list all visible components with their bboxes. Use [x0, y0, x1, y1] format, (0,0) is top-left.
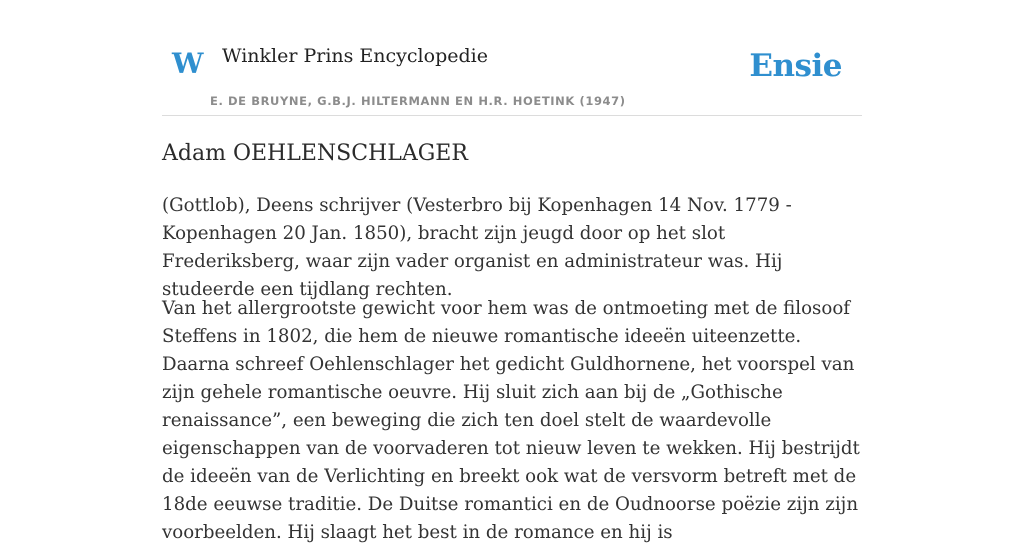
- article-paragraph-2: Van het allergrootste gewicht voor hem was de ontmoeting met de filosoof Steffens in 1802, die hem de nieuwe romantische ideeën uiteenzette. Daarna schreef Oehlenschlager het gedicht Guldhornene, het voorspel van zijn gehele romantische oeuvre. Hij sluit zich aan bij de „Gothische renaissance”, een beweging die zich ten doel stelt de waardevolle eigenschappen van de voorvaderen tot nieuw leven te wekken. Hij bestrijdt de ideeën van de Verlichting en breekt ook wat de versvorm betreft met de 18de eeuwse traditie. De Duitse romantici en de Oudnoorse poëzie zijn zijn voorbeelden. Hij slaagt het best in de romance en hij is: [162, 298, 860, 543]
- page: [162, 0, 862, 543]
- publication-title[interactable]: Winkler Prins Encyclopedie: [222, 45, 488, 67]
- article-paragraph-1: (Gottlob), Deens schrijver (Vesterbro bij Kopenhagen 14 Nov. 1779 - Kopenhagen 20 Jan. 1850), bracht zijn jeugd door op het slot Frederiksberg, waar zijn vader organist en administrateur was. Hij studeerde een tijdlang rechten.: [162, 195, 792, 300]
- ensie-brand-logo[interactable]: Ensie: [749, 48, 842, 84]
- winkler-prins-logo-icon[interactable]: W: [172, 47, 204, 80]
- article-title: Adam OEHLENSCHLAGER: [162, 141, 468, 166]
- encyclopedia-header: [162, 0, 862, 116]
- publication-authors: E. DE BRUYNE, G.B.J. HILTERMANN EN H.R. HOETINK (1947): [210, 94, 626, 108]
